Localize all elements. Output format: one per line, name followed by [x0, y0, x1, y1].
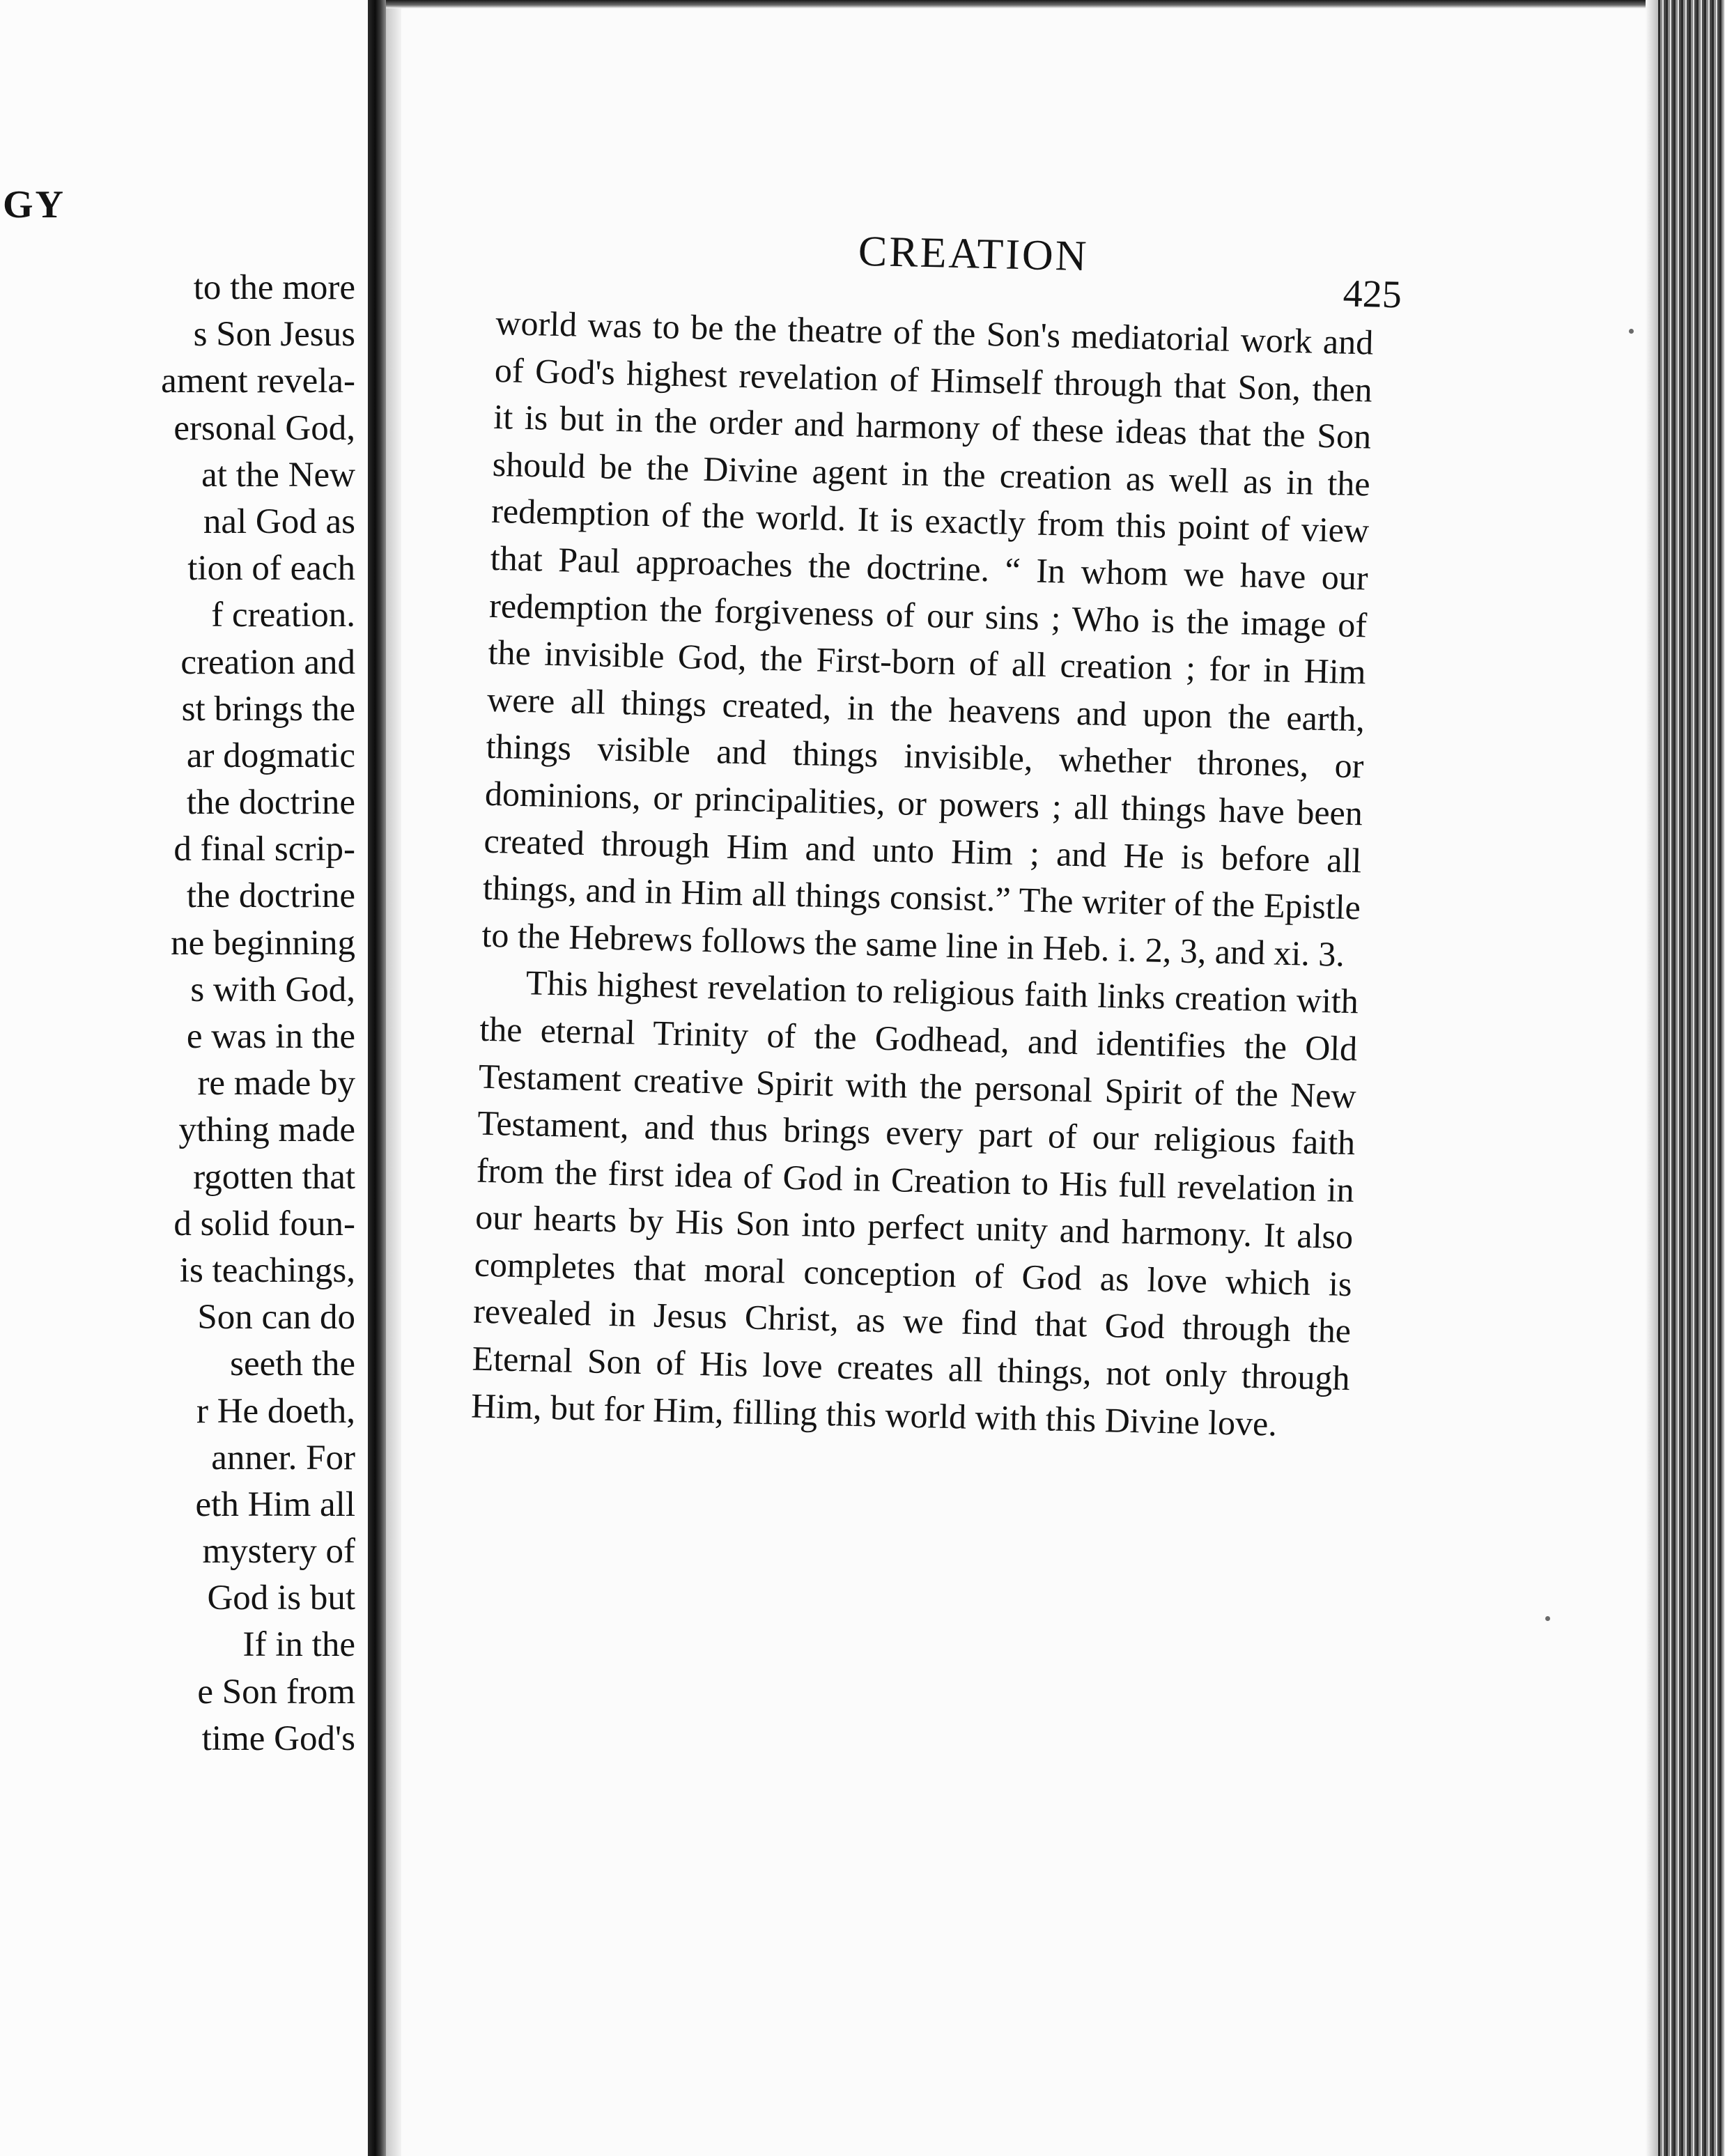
left-text-line: is teachings,: [179, 1250, 355, 1290]
paragraph: world was to be the theatre of the Son's mediatorial work and of God's highest revelation of Himself through that Son, then it is but in the order and harmony of these ideas that the Son should be the Divine agent in the creation as well as in the redemption of the world. It is exactly from this point of view that Paul approaches the doctrine. “ In whom we have our redemption the forgiveness of our sins ; Who is the image of the invisible God, the First-born of all creation ; for in Him were all things created, in the heavens and upon the earth, things visible and things invisible, whether thrones, or dominions, or principalities, or powers ; all things have been created through Him and unto Him ; and He is before all things, and in Him all things consist.” The writer of the Epistle to the Hebrews follows the same line in Heb. i. 2, 3, and xi. 3.: [481, 302, 1374, 974]
left-text-line: tion of each: [187, 549, 355, 589]
left-text-line: ar dogmatic: [186, 736, 355, 775]
right-page: [470, 216, 1404, 1443]
left-text-line: at the New: [201, 455, 355, 495]
left-text-line: d final scrip-: [173, 830, 355, 869]
left-text-line: the doctrine: [186, 876, 355, 916]
left-text-line: rgotten that: [193, 1157, 355, 1197]
left-text-line: time God's: [201, 1719, 355, 1758]
left-text-line: the doctrine: [186, 783, 355, 823]
left-text-line: seeth the: [230, 1344, 355, 1384]
left-text-line: mystery of: [202, 1532, 355, 1572]
left-text-line: d solid foun-: [173, 1204, 355, 1243]
left-text-line: ersonal God,: [173, 408, 355, 448]
left-page-text: [0, 265, 355, 1762]
left-text-line: eth Him all: [195, 1484, 355, 1524]
page-edge-shadow: [1646, 0, 1658, 2156]
left-running-header: GY: [3, 183, 65, 226]
left-text-line: to the more: [193, 268, 355, 307]
left-text-line: e Son from: [197, 1672, 355, 1712]
page-number: 425: [1343, 272, 1402, 317]
paragraph: This highest revelation to religious faith links creation with the eternal Trinity of the Godhead, and identifies the Old Testament creative Spirit with the personal Spirit of the New Testament, and thus brings every part of our religious faith from the first idea of God in Creation to His full revelation in our hearts by His Son into perfect unity and harmony. It also completes that moral conception of God as love which is revealed in Jesus Christ, as we find that God through the Eternal Son of His love creates all things, not only through Him, but for Him, filling this world with this Divine love.: [470, 963, 1359, 1443]
book-binding-gutter: [368, 0, 386, 2156]
left-text-line: st brings the: [181, 689, 355, 729]
left-text-line: s with God,: [190, 970, 355, 1009]
left-text-line: nal God as: [203, 502, 355, 541]
left-text-line: e was in the: [186, 1017, 355, 1056]
left-text-line: ything made: [178, 1110, 355, 1150]
speck: [1545, 1616, 1550, 1621]
left-text-line: r He doeth,: [196, 1391, 355, 1431]
left-text-line: s Son Jesus: [193, 315, 355, 355]
left-text-line: ament revela-: [161, 362, 355, 401]
body-text: [470, 300, 1373, 1449]
left-text-line: re made by: [197, 1064, 355, 1103]
gutter-shadow: [386, 0, 401, 2156]
speck: [1629, 329, 1634, 334]
left-text-line: creation and: [180, 642, 355, 682]
left-text-line: Son can do: [197, 1298, 355, 1337]
left-text-line: God is but: [207, 1579, 355, 1618]
left-text-line: If in the: [242, 1625, 355, 1665]
page-stack-edges: [1658, 0, 1725, 2156]
left-text-line: f creation.: [211, 596, 355, 635]
page-title: CREATION: [858, 227, 1090, 281]
left-text-line: ne beginning: [171, 923, 355, 963]
page-top-edge: [386, 0, 1725, 8]
left-facing-page: [0, 0, 368, 2156]
left-text-line: anner. For: [211, 1438, 355, 1478]
